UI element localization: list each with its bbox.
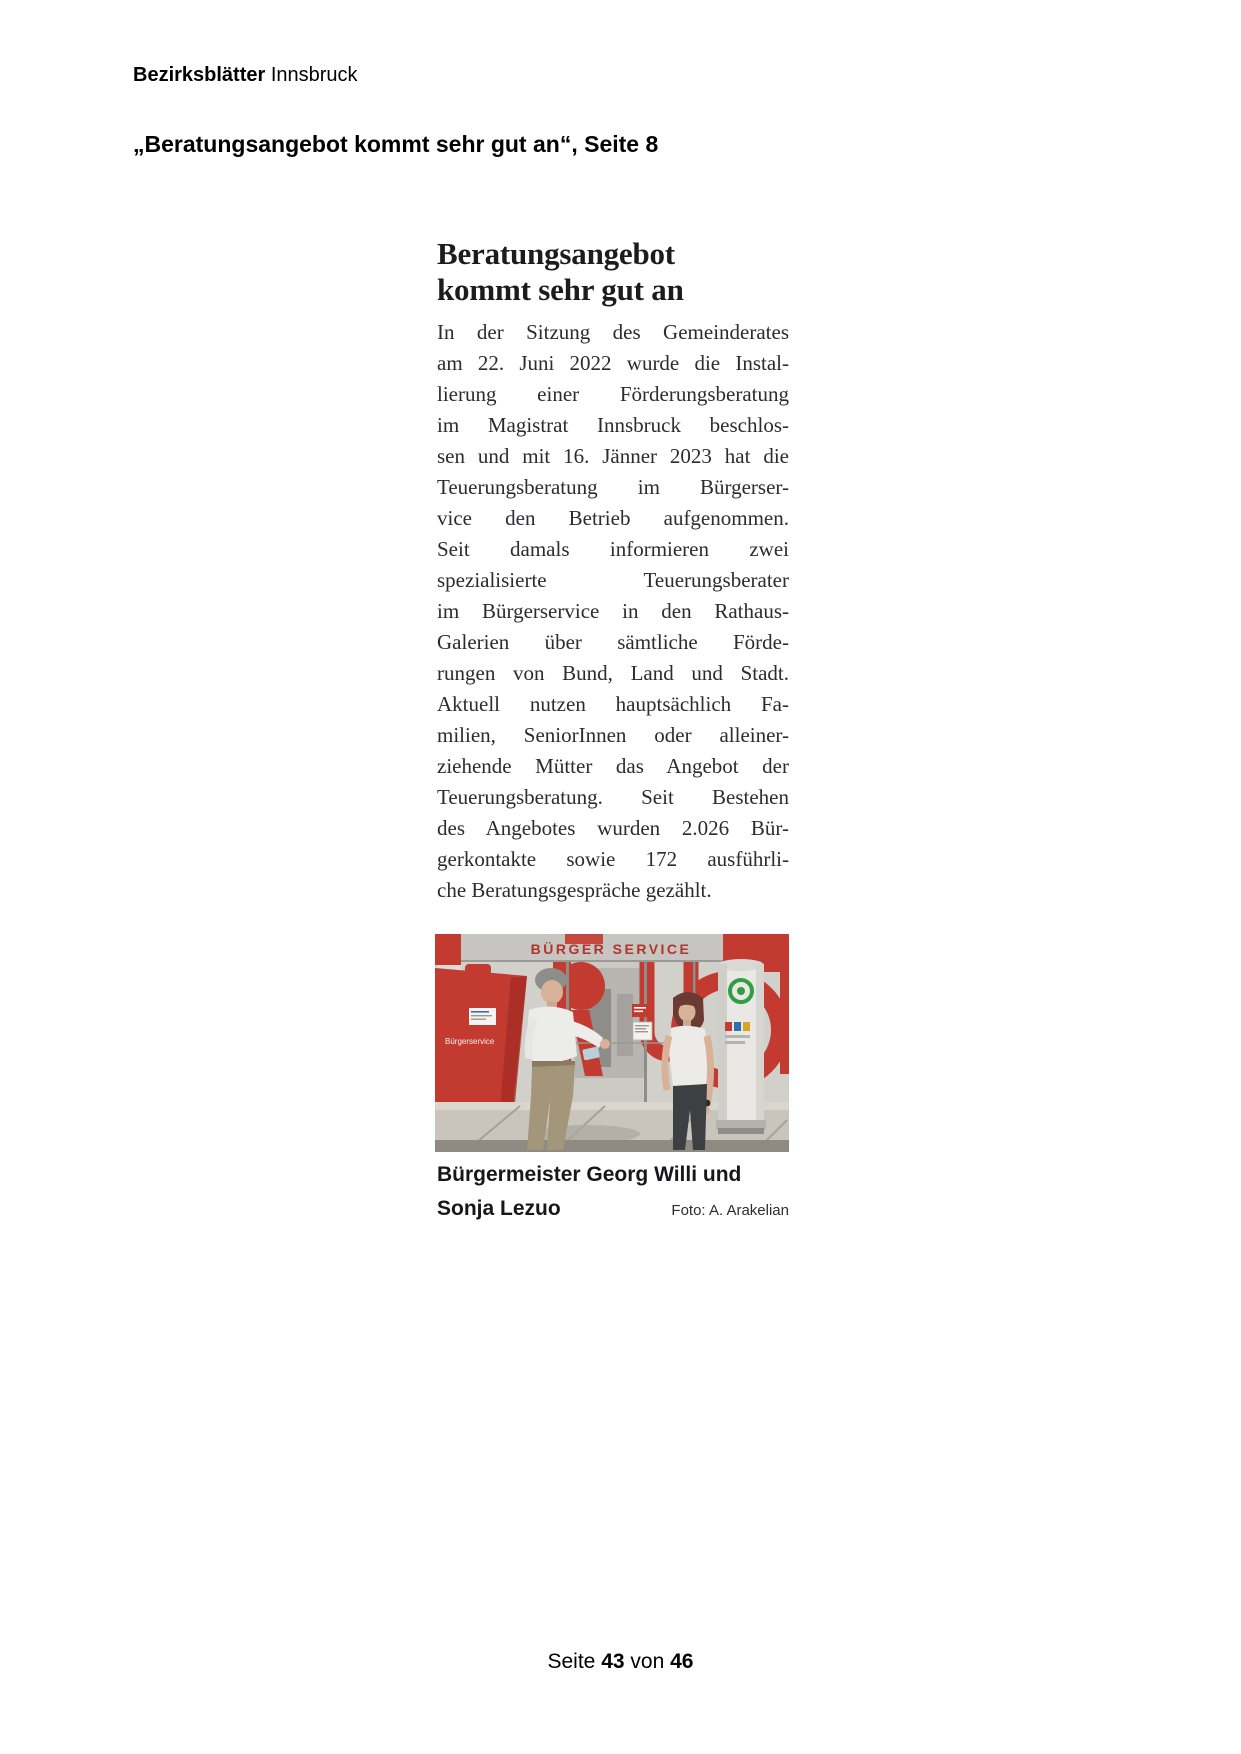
- footer-prefix: Seite: [547, 1650, 596, 1673]
- photo-kiosk-sticker-red: [725, 1022, 732, 1031]
- footer-page-current: 43: [601, 1650, 625, 1673]
- photo-burger-service-sign: BÜRGER SERVICE: [530, 941, 692, 957]
- photo-wall-label-line3: [471, 1019, 486, 1020]
- photo-kiosk-column: [716, 959, 766, 1134]
- photo-letter-right-bar: [780, 962, 789, 1074]
- article-headline: Beratungsangebot kommt sehr gut an: [437, 236, 684, 307]
- photo-credit: Foto: A. Arakelian: [671, 1202, 789, 1219]
- photo-white-sign-line3: [635, 1031, 648, 1032]
- photo-kiosk-text-line1: [725, 1035, 750, 1038]
- photo-small-white-sign: [633, 1022, 652, 1040]
- photo-man-shirt: [527, 1006, 577, 1063]
- photo-white-sign-line1: [635, 1025, 649, 1026]
- photo-wall-text: Bürgerservice: [445, 1037, 495, 1046]
- publication-region: Innsbruck: [270, 64, 358, 86]
- photo-woman-arm-right: [707, 1036, 711, 1106]
- photo-white-sign-line2: [635, 1028, 646, 1029]
- photo-interior-panel: [617, 994, 633, 1056]
- caption-line1: Bürgermeister Georg Willi und: [437, 1163, 742, 1186]
- photo-wall-label-line1: [471, 1011, 489, 1013]
- footer-page-total: 46: [670, 1650, 694, 1673]
- article-photo: [435, 934, 789, 1152]
- photo-woman-top: [669, 1026, 709, 1089]
- footer-infix: von: [630, 1650, 665, 1673]
- photo-red-sign-line2: [634, 1011, 643, 1013]
- page-footer: [0, 1650, 1241, 1674]
- photo-kiosk-sticker-yellow: [743, 1022, 750, 1031]
- photo-kiosk-foot: [718, 1128, 764, 1134]
- photo-wall-label: [469, 1008, 496, 1025]
- photo-floor-dark-band: [435, 1140, 789, 1152]
- photo-kiosk-green-dot: [737, 987, 745, 995]
- photo-caption: [437, 1158, 789, 1226]
- photo-woman-arm-left: [665, 1036, 669, 1090]
- publication-name: Bezirksblätter: [133, 64, 266, 86]
- photo-top-red-left: [435, 934, 461, 965]
- photo-wall-label-line2: [471, 1015, 492, 1016]
- photo-man-face: [541, 980, 563, 1004]
- photo-small-red-sign: [632, 1004, 649, 1017]
- photo-red-sign-line1: [634, 1007, 646, 1009]
- article-clipping: [437, 236, 789, 906]
- photo-kiosk-shade-right: [756, 964, 764, 1122]
- clipping-title: „Beratungsangebot kommt sehr gut an“, Seite 8: [133, 131, 659, 157]
- photo-illustration: [435, 934, 789, 1152]
- photo-kiosk-text-line2: [725, 1041, 745, 1044]
- photo-kiosk-sticker-blue: [734, 1022, 741, 1031]
- caption-line2: Sonja Lezuo: [437, 1197, 561, 1220]
- photo-man-hand: [600, 1039, 610, 1049]
- page-header: [133, 64, 358, 87]
- article-body: In der Sitzung des Gemeinderates am 22. Juni 2022 wurde die Instal- lierung einer Förderungsberatung im Magistrat Innsbruck beschlos- sen und mit 16. Jänner 2023 hat die Teuerungsberatung im Bürgerser- vice den Betrieb aufgenommen. Seit damals informieren zwei spezialisierte Teuerungsberater im Bürgerservice in den Rathaus- Galerien über sämtliche Förde- rungen von Bund, Land und Stadt. Aktuell nutzen hauptsächlich Fa- milien, SeniorInnen oder alleiner- ziehende Mütter das Angebot der Teuerungsberatung. Seit Bestehen des Angebotes wurden 2.026 Bür- gerkontakte sowie 172 ausführli- che Beratungsgespräche gezählt.: [437, 320, 789, 902]
